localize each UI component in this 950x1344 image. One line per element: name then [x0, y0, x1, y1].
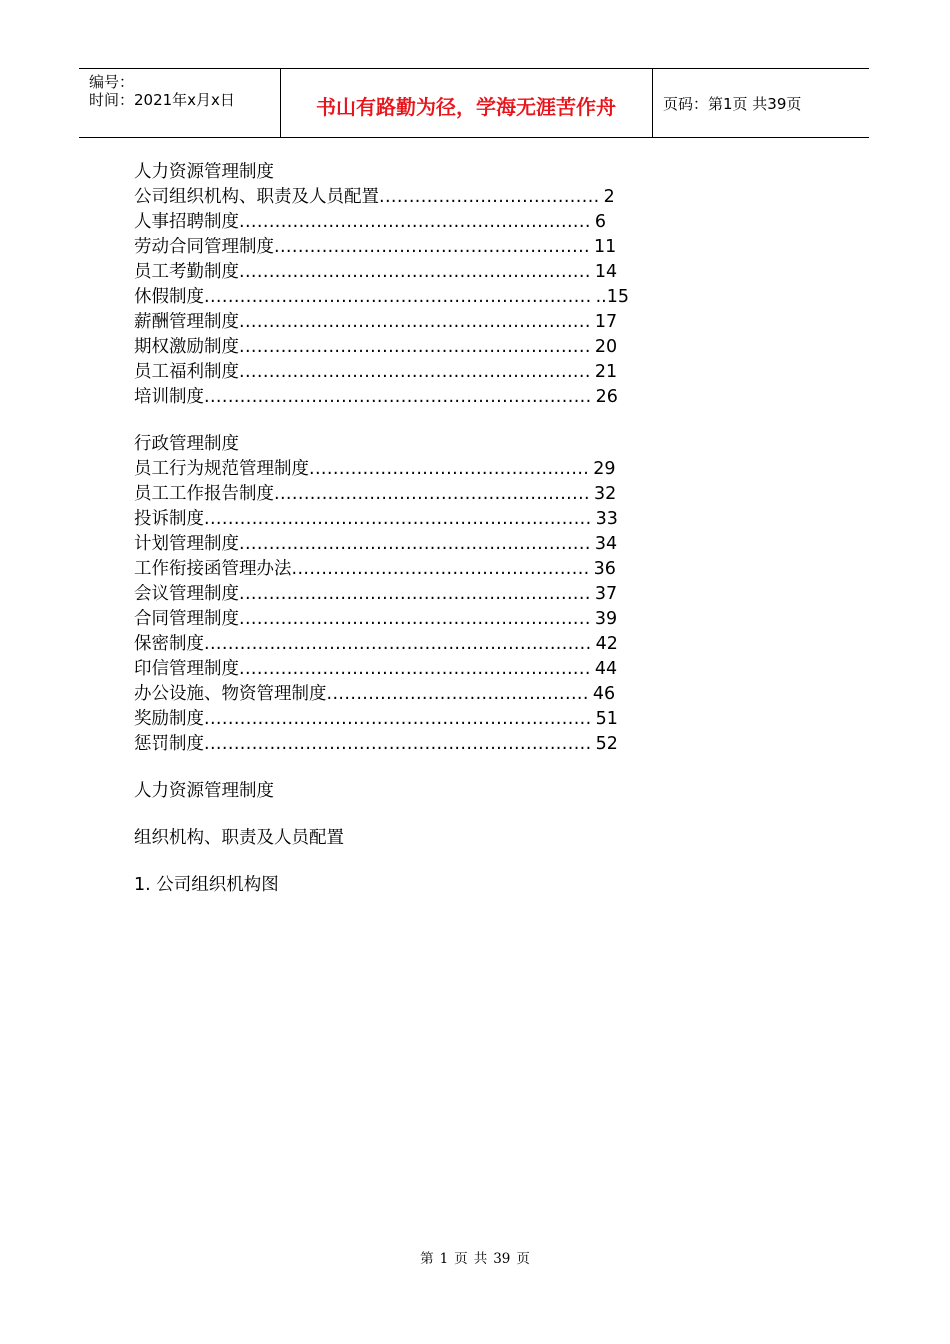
footer-first: 第 [420, 1251, 434, 1267]
toc-item[interactable]: 投诉制度 ................................................................. 33 [134, 509, 618, 529]
footer-last: 页 [516, 1251, 530, 1267]
toc-item[interactable]: 劳动合同管理制度 ..................................................... 11 [134, 237, 617, 257]
footer-total-label: 共 [473, 1251, 488, 1267]
body-heading-org-chart: 1. 公司组织机构图 [134, 875, 279, 895]
toc-item[interactable]: 会议管理制度 ........................................................... 37 [134, 584, 618, 604]
toc-item[interactable]: 员工考勤制度 ........................................................... 14 [134, 262, 618, 282]
header-left-cell [79, 69, 281, 137]
toc-item[interactable]: 惩罚制度 ................................................................. 52 [134, 734, 618, 754]
page-footer [0, 1247, 950, 1267]
toc-item[interactable]: 工作衔接函管理办法 .................................................. 36 [134, 559, 616, 579]
toc-item[interactable]: 薪酬管理制度 ........................................................... 17 [134, 312, 618, 332]
footer-page-word: 页 [454, 1251, 468, 1267]
toc-hr-title: 人力资源管理制度 [134, 162, 274, 182]
body-heading-hr: 人力资源管理制度 [134, 781, 274, 801]
toc-item[interactable]: 保密制度 ................................................................. 42 [134, 634, 618, 654]
toc-item[interactable]: 公司组织机构、职责及人员配置 ..................................... 2 [134, 187, 615, 207]
document-date: 时间：2021年x月x日 [89, 91, 235, 109]
document-number-label: 编号： [89, 73, 135, 91]
header-page-info: 页码：第1页 共39页 [663, 95, 802, 113]
toc-admin-title: 行政管理制度 [134, 434, 239, 454]
footer-total-pages: 39 [493, 1251, 511, 1267]
toc-item[interactable]: 员工福利制度 ........................................................... 21 [134, 362, 618, 382]
toc-item[interactable]: 员工工作报告制度 ..................................................... 32 [134, 484, 617, 504]
toc-item[interactable]: 办公设施、物资管理制度 ............................................ 46 [134, 684, 616, 704]
toc-item[interactable]: 合同管理制度 ........................................................... 39 [134, 609, 618, 629]
body-heading-org: 组织机构、职责及人员配置 [134, 828, 344, 848]
header-motto: 书山有路勤为径，学海无涯苦作舟 [316, 95, 616, 119]
toc-item[interactable]: 休假制度 ................................................................. ..15 [134, 287, 629, 307]
footer-page-number: 1 [439, 1251, 449, 1267]
toc-item[interactable]: 培训制度 ................................................................. 26 [134, 387, 618, 407]
toc-item[interactable]: 人事招聘制度 ........................................................... 6 [134, 212, 606, 232]
header-right-cell [653, 69, 869, 137]
toc-item[interactable]: 印信管理制度 ........................................................... 44 [134, 659, 618, 679]
header-middle-cell [280, 69, 653, 137]
toc-item[interactable]: 员工行为规范管理制度 ............................................... 29 [134, 459, 616, 479]
toc-item[interactable]: 奖励制度 ................................................................. 51 [134, 709, 618, 729]
toc-item[interactable]: 期权激励制度 ........................................................... 20 [134, 337, 618, 357]
page-header [79, 68, 869, 138]
toc-item[interactable]: 计划管理制度 ........................................................... 34 [134, 534, 618, 554]
